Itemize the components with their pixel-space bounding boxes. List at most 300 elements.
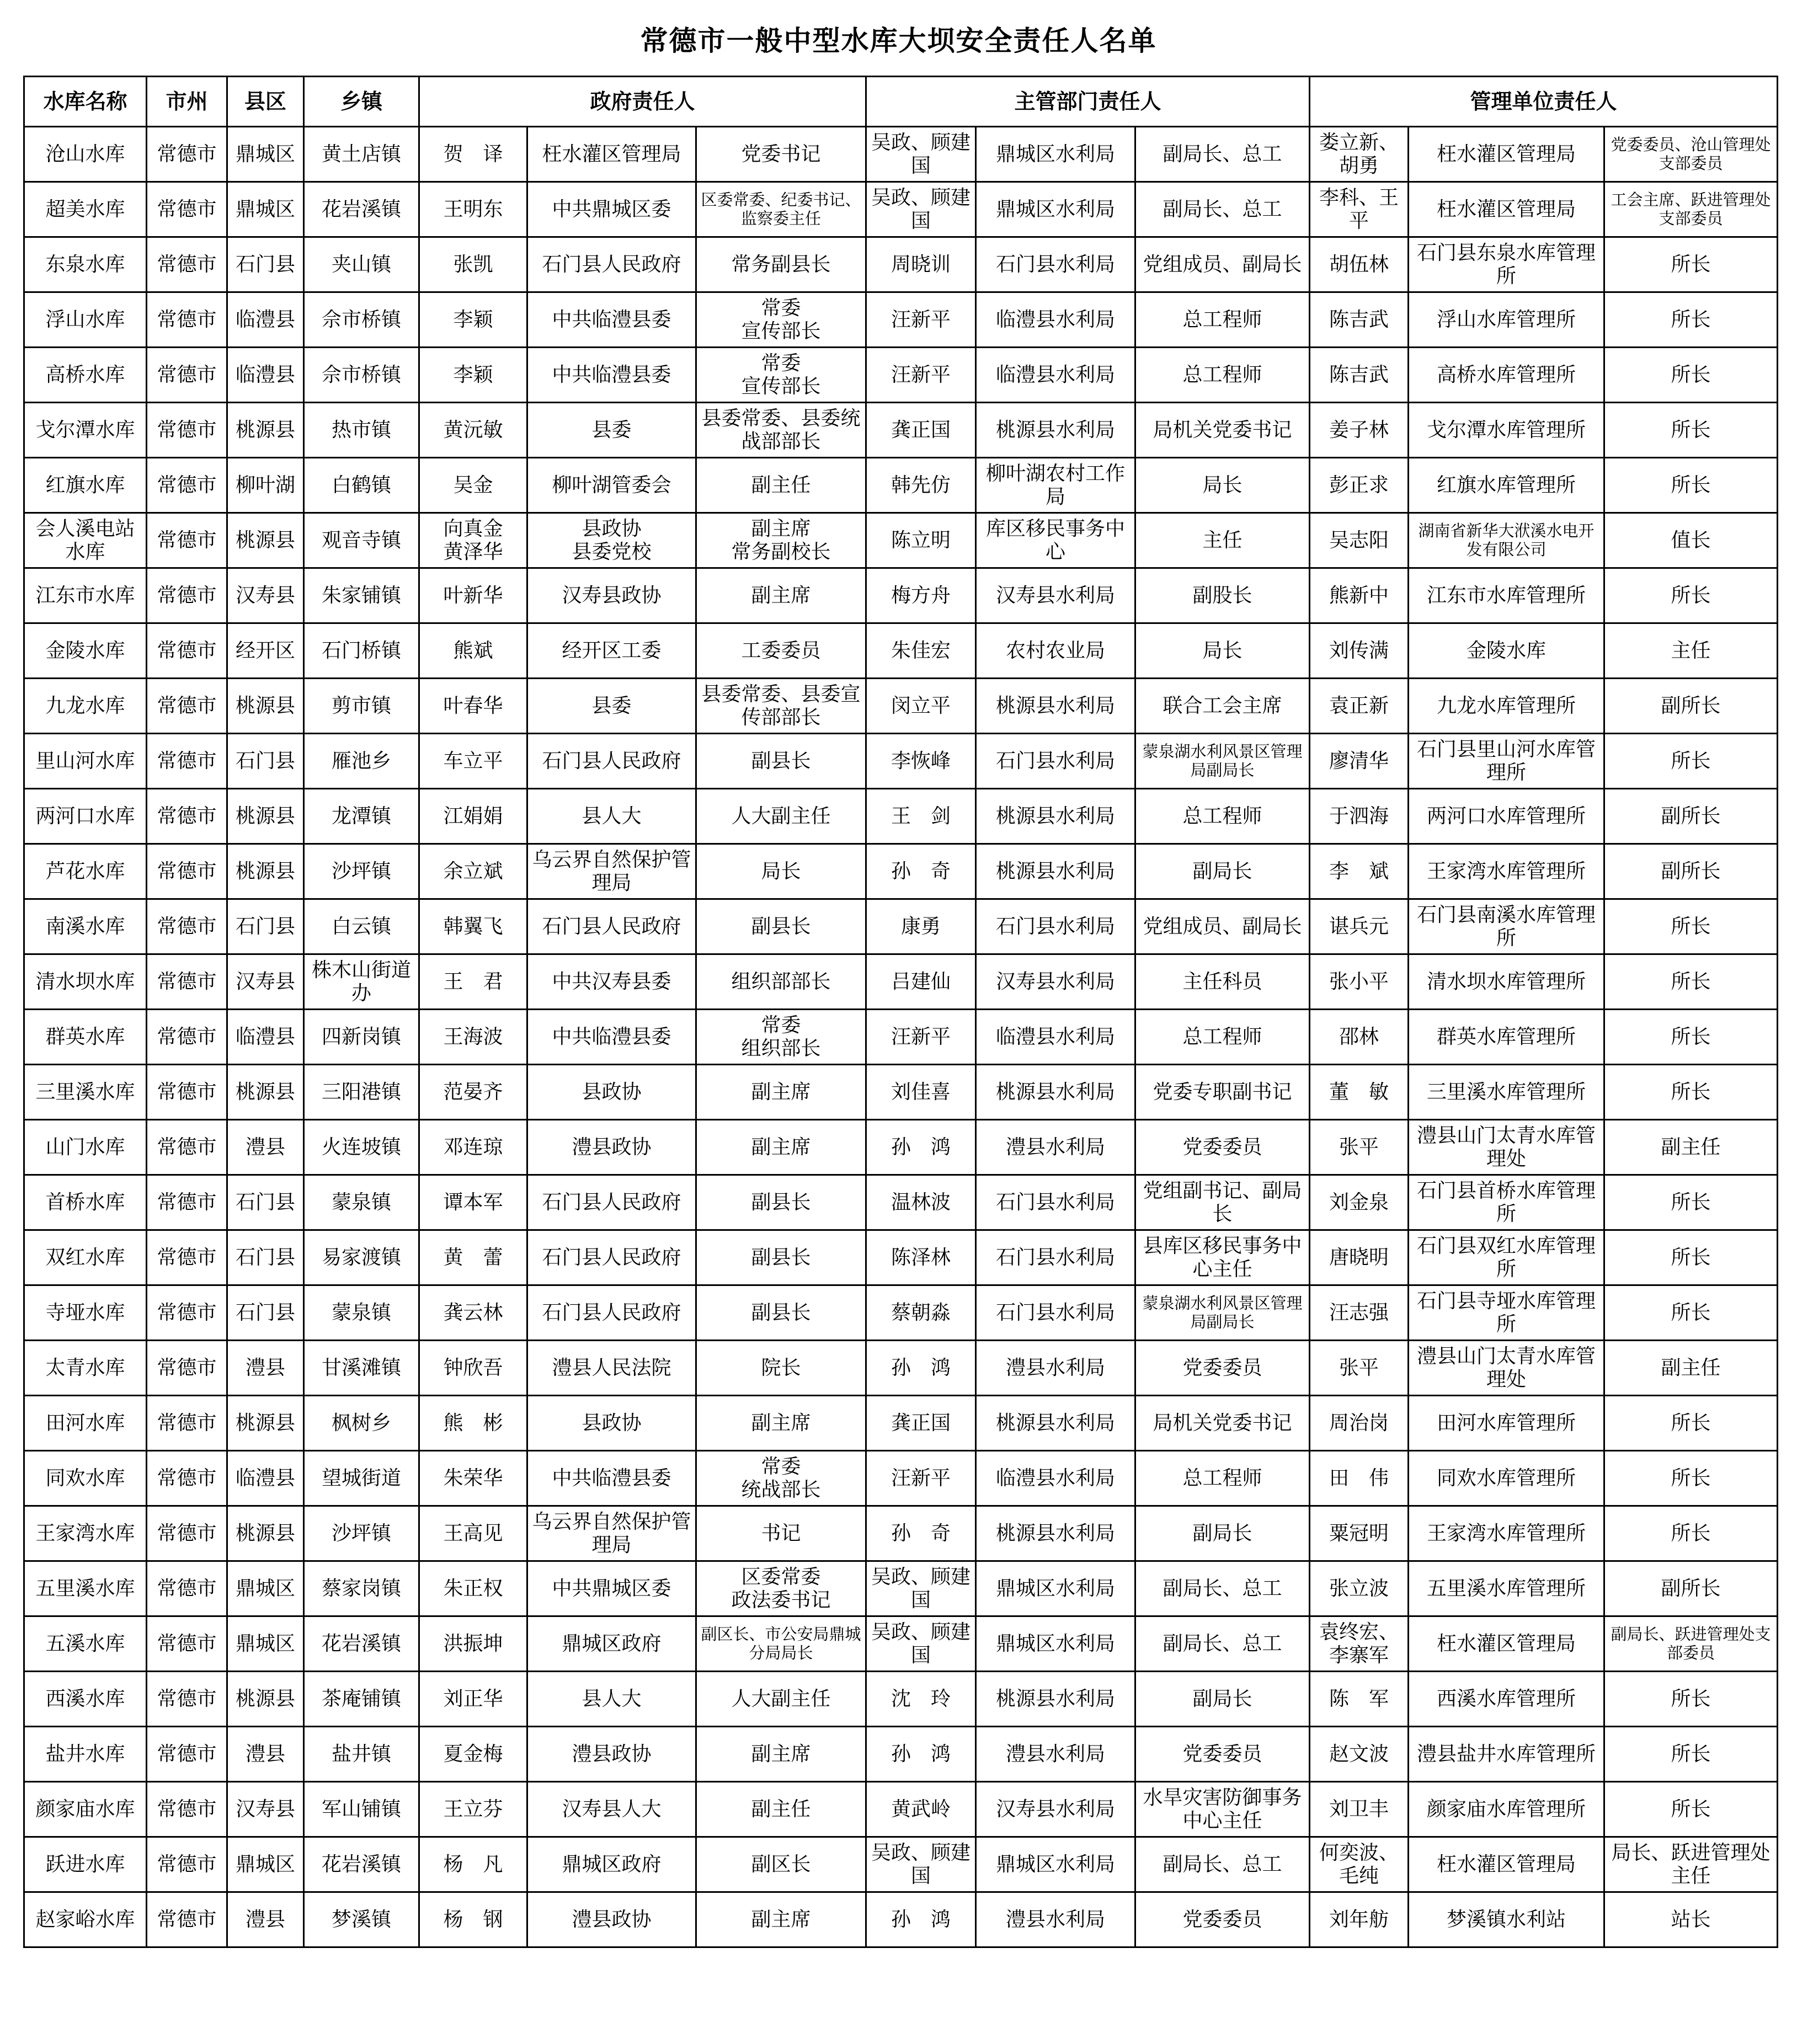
table-row — [24, 623, 1778, 679]
gov-person-cell: 叶新华 — [419, 568, 527, 623]
table-row — [24, 1120, 1778, 1175]
mgmt-unit-cell: 三里溪水库管理所 — [1409, 1065, 1604, 1120]
county-cell: 石门县 — [227, 1230, 304, 1285]
gov-position-cell: 院长 — [696, 1341, 866, 1396]
gov-unit-cell: 中共临澧县委 — [527, 1451, 696, 1506]
mgmt-unit-cell: 石门县首桥水库管理所 — [1409, 1175, 1604, 1230]
county-cell: 桃源县 — [227, 513, 304, 568]
gov-unit-cell: 澧县人民法院 — [527, 1341, 696, 1396]
dept-unit-cell: 桃源县水利局 — [976, 1065, 1135, 1120]
dept-unit-cell: 柳叶湖农村工作局 — [976, 458, 1135, 513]
gov-unit-cell: 澧县政协 — [527, 1727, 696, 1782]
reservoir-name-cell: 东泉水库 — [24, 237, 147, 292]
mgmt-position-cell: 所长 — [1604, 1782, 1778, 1837]
dept-unit-cell: 临澧县水利局 — [976, 292, 1135, 348]
gov-position-cell: 县委常委、县委统战部部长 — [696, 403, 866, 458]
mgmt-person-cell: 谌兵元 — [1310, 899, 1409, 954]
mgmt-position-cell: 局长、跃进管理处主任 — [1604, 1837, 1778, 1892]
gov-person-cell: 黄 蕾 — [419, 1230, 527, 1285]
header-row — [24, 77, 1778, 127]
town-cell: 热市镇 — [304, 403, 419, 458]
county-cell: 汉寿县 — [227, 1782, 304, 1837]
dept-unit-cell: 桃源县水利局 — [976, 1396, 1135, 1451]
table-row — [24, 1010, 1778, 1065]
dept-person-cell: 孙 奇 — [866, 844, 976, 899]
gov-unit-cell: 中共鼎城区委 — [527, 182, 696, 237]
gov-unit-cell: 县委 — [527, 679, 696, 734]
gov-position-cell: 副县长 — [696, 1230, 866, 1285]
mgmt-position-cell: 工会主席、跃进管理处支部委员 — [1604, 182, 1778, 237]
mgmt-unit-cell: 两河口水库管理所 — [1409, 789, 1604, 844]
county-cell: 石门县 — [227, 899, 304, 954]
reservoir-name-cell: 会人溪电站水库 — [24, 513, 147, 568]
mgmt-unit-cell: 石门县寺垭水库管理所 — [1409, 1285, 1604, 1341]
dept-person-cell: 龚正国 — [866, 1396, 976, 1451]
dept-position-cell: 党委委员 — [1135, 1727, 1310, 1782]
city-cell: 常德市 — [147, 844, 227, 899]
dept-unit-cell: 农村农业局 — [976, 623, 1135, 679]
town-cell: 梦溪镇 — [304, 1892, 419, 1947]
gov-person-cell: 谭本军 — [419, 1175, 527, 1230]
gov-position-cell: 副区长 — [696, 1837, 866, 1892]
city-cell: 常德市 — [147, 127, 227, 182]
mgmt-position-cell: 值长 — [1604, 513, 1778, 568]
dept-person-cell: 孙 鸿 — [866, 1892, 976, 1947]
reservoir-name-cell: 清水坝水库 — [24, 954, 147, 1010]
mgmt-position-cell: 所长 — [1604, 403, 1778, 458]
dept-person-cell: 王 剑 — [866, 789, 976, 844]
gov-unit-cell: 汉寿县人大 — [527, 1782, 696, 1837]
dept-person-cell: 吴政、顾建国 — [866, 127, 976, 182]
mgmt-unit-cell: 同欢水库管理所 — [1409, 1451, 1604, 1506]
table-row — [24, 1341, 1778, 1396]
town-cell: 四新岗镇 — [304, 1010, 419, 1065]
gov-position-cell: 区委常委、纪委书记、监察委主任 — [696, 182, 866, 237]
town-cell: 火连坡镇 — [304, 1120, 419, 1175]
county-cell: 鼎城区 — [227, 182, 304, 237]
town-cell: 蒙泉镇 — [304, 1175, 419, 1230]
mgmt-person-cell: 李科、王平 — [1310, 182, 1409, 237]
county-cell: 临澧县 — [227, 348, 304, 403]
reservoir-name-cell: 南溪水库 — [24, 899, 147, 954]
city-cell: 常德市 — [147, 1065, 227, 1120]
town-cell: 沙坪镇 — [304, 844, 419, 899]
reservoir-name-cell: 五溪水库 — [24, 1616, 147, 1672]
mgmt-position-cell: 副所长 — [1604, 679, 1778, 734]
dept-position-cell: 联合工会主席 — [1135, 679, 1310, 734]
dept-unit-cell: 石门县水利局 — [976, 1175, 1135, 1230]
reservoir-name-cell: 戈尔潭水库 — [24, 403, 147, 458]
gov-unit-cell: 中共鼎城区委 — [527, 1561, 696, 1616]
dept-unit-cell: 鼎城区水利局 — [976, 127, 1135, 182]
mgmt-person-cell: 彭正求 — [1310, 458, 1409, 513]
dept-position-cell: 党委委员 — [1135, 1120, 1310, 1175]
mgmt-position-cell: 所长 — [1604, 1285, 1778, 1341]
county-cell: 澧县 — [227, 1120, 304, 1175]
dept-unit-cell: 汉寿县水利局 — [976, 954, 1135, 1010]
dept-person-cell: 孙 鸿 — [866, 1341, 976, 1396]
gov-person-cell: 叶春华 — [419, 679, 527, 734]
city-cell: 常德市 — [147, 1892, 227, 1947]
gov-unit-cell: 柳叶湖管委会 — [527, 458, 696, 513]
dept-position-cell: 副局长、总工 — [1135, 127, 1310, 182]
city-cell: 常德市 — [147, 1561, 227, 1616]
header-management-responsible: 管理单位责任人 — [1310, 77, 1778, 127]
header-city: 市州 — [147, 77, 227, 127]
table-row — [24, 1396, 1778, 1451]
dept-position-cell: 副局长 — [1135, 1672, 1310, 1727]
gov-position-cell: 人大副主任 — [696, 789, 866, 844]
mgmt-unit-cell: 金陵水库 — [1409, 623, 1604, 679]
city-cell: 常德市 — [147, 1506, 227, 1561]
mgmt-position-cell: 所长 — [1604, 1065, 1778, 1120]
dept-person-cell: 闵立平 — [866, 679, 976, 734]
gov-person-cell: 李颖 — [419, 348, 527, 403]
mgmt-unit-cell: 江东市水库管理所 — [1409, 568, 1604, 623]
dept-position-cell: 局机关党委书记 — [1135, 1396, 1310, 1451]
mgmt-position-cell: 站长 — [1604, 1892, 1778, 1947]
reservoir-name-cell: 赵家峪水库 — [24, 1892, 147, 1947]
county-cell: 桃源县 — [227, 1396, 304, 1451]
mgmt-position-cell: 副局长、跃进管理处支部委员 — [1604, 1616, 1778, 1672]
town-cell: 白鹤镇 — [304, 458, 419, 513]
dept-person-cell: 沈 玲 — [866, 1672, 976, 1727]
city-cell: 常德市 — [147, 1010, 227, 1065]
town-cell: 佘市桥镇 — [304, 348, 419, 403]
dept-position-cell: 总工程师 — [1135, 789, 1310, 844]
dept-person-cell: 梅方舟 — [866, 568, 976, 623]
town-cell: 雁池乡 — [304, 734, 419, 789]
gov-person-cell: 钟欣吾 — [419, 1341, 527, 1396]
mgmt-position-cell: 所长 — [1604, 237, 1778, 292]
mgmt-unit-cell: 湖南省新华大洑溪水电开发有限公司 — [1409, 513, 1604, 568]
dept-position-cell: 副局长、总工 — [1135, 1837, 1310, 1892]
gov-unit-cell: 中共临澧县委 — [527, 348, 696, 403]
table-row — [24, 1672, 1778, 1727]
reservoir-name-cell: 山门水库 — [24, 1120, 147, 1175]
table-row — [24, 1782, 1778, 1837]
county-cell: 石门县 — [227, 734, 304, 789]
dept-person-cell: 汪新平 — [866, 1451, 976, 1506]
mgmt-person-cell: 田 伟 — [1310, 1451, 1409, 1506]
reservoir-name-cell: 五里溪水库 — [24, 1561, 147, 1616]
mgmt-unit-cell: 枉水灌区管理局 — [1409, 182, 1604, 237]
county-cell: 经开区 — [227, 623, 304, 679]
city-cell: 常德市 — [147, 679, 227, 734]
mgmt-person-cell: 董 敏 — [1310, 1065, 1409, 1120]
dept-unit-cell: 汉寿县水利局 — [976, 568, 1135, 623]
county-cell: 鼎城区 — [227, 1561, 304, 1616]
table-row — [24, 403, 1778, 458]
gov-person-cell: 夏金梅 — [419, 1727, 527, 1782]
mgmt-person-cell: 陈吉武 — [1310, 292, 1409, 348]
county-cell: 汉寿县 — [227, 568, 304, 623]
county-cell: 桃源县 — [227, 403, 304, 458]
town-cell: 花岩溪镇 — [304, 182, 419, 237]
dept-person-cell: 吴政、顾建国 — [866, 182, 976, 237]
city-cell: 常德市 — [147, 623, 227, 679]
mgmt-position-cell: 所长 — [1604, 734, 1778, 789]
dept-position-cell: 总工程师 — [1135, 1451, 1310, 1506]
table-row — [24, 1230, 1778, 1285]
reservoir-name-cell: 颜家庙水库 — [24, 1782, 147, 1837]
gov-unit-cell: 石门县人民政府 — [527, 1175, 696, 1230]
city-cell: 常德市 — [147, 899, 227, 954]
table-row — [24, 348, 1778, 403]
mgmt-person-cell: 汪志强 — [1310, 1285, 1409, 1341]
table-row — [24, 899, 1778, 954]
mgmt-position-cell: 所长 — [1604, 568, 1778, 623]
dept-person-cell: 吴政、顾建国 — [866, 1561, 976, 1616]
mgmt-person-cell: 唐晓明 — [1310, 1230, 1409, 1285]
dept-person-cell: 吕建仙 — [866, 954, 976, 1010]
city-cell: 常德市 — [147, 1616, 227, 1672]
table-row — [24, 1727, 1778, 1782]
gov-unit-cell: 中共临澧县委 — [527, 292, 696, 348]
dept-person-cell: 孙 鸿 — [866, 1727, 976, 1782]
dept-person-cell: 康勇 — [866, 899, 976, 954]
gov-unit-cell: 县政协 县委党校 — [527, 513, 696, 568]
header-department-responsible: 主管部门责任人 — [866, 77, 1310, 127]
gov-position-cell: 区委常委 政法委书记 — [696, 1561, 866, 1616]
mgmt-position-cell: 所长 — [1604, 1230, 1778, 1285]
gov-position-cell: 常委 宣传部长 — [696, 292, 866, 348]
gov-unit-cell: 经开区工委 — [527, 623, 696, 679]
dept-person-cell: 朱佳宏 — [866, 623, 976, 679]
reservoir-name-cell: 西溪水库 — [24, 1672, 147, 1727]
table-row — [24, 513, 1778, 568]
reservoir-name-cell: 两河口水库 — [24, 789, 147, 844]
dept-person-cell: 汪新平 — [866, 292, 976, 348]
city-cell: 常德市 — [147, 1837, 227, 1892]
gov-position-cell: 常务副县长 — [696, 237, 866, 292]
county-cell: 石门县 — [227, 237, 304, 292]
city-cell: 常德市 — [147, 237, 227, 292]
dept-unit-cell: 桃源县水利局 — [976, 403, 1135, 458]
reservoir-name-cell: 首桥水库 — [24, 1175, 147, 1230]
dept-unit-cell: 临澧县水利局 — [976, 1010, 1135, 1065]
gov-person-cell: 王海波 — [419, 1010, 527, 1065]
mgmt-unit-cell: 清水坝水库管理所 — [1409, 954, 1604, 1010]
mgmt-person-cell: 何奕波、毛纯 — [1310, 1837, 1409, 1892]
gov-position-cell: 副区长、市公安局鼎城分局局长 — [696, 1616, 866, 1672]
county-cell: 桃源县 — [227, 1065, 304, 1120]
reservoir-name-cell: 群英水库 — [24, 1010, 147, 1065]
table-row — [24, 1285, 1778, 1341]
mgmt-position-cell: 副主任 — [1604, 1341, 1778, 1396]
dept-position-cell: 党委委员 — [1135, 1892, 1310, 1947]
city-cell: 常德市 — [147, 1672, 227, 1727]
mgmt-person-cell: 张平 — [1310, 1120, 1409, 1175]
dept-unit-cell: 临澧县水利局 — [976, 1451, 1135, 1506]
gov-person-cell: 车立平 — [419, 734, 527, 789]
gov-unit-cell: 石门县人民政府 — [527, 899, 696, 954]
county-cell: 临澧县 — [227, 292, 304, 348]
dept-unit-cell: 桃源县水利局 — [976, 789, 1135, 844]
dept-unit-cell: 澧县水利局 — [976, 1727, 1135, 1782]
dept-person-cell: 吴政、顾建国 — [866, 1616, 976, 1672]
gov-unit-cell: 枉水灌区管理局 — [527, 127, 696, 182]
town-cell: 沙坪镇 — [304, 1506, 419, 1561]
gov-unit-cell: 乌云界自然保护管理局 — [527, 1506, 696, 1561]
town-cell: 三阳港镇 — [304, 1065, 419, 1120]
mgmt-person-cell: 娄立新、胡勇 — [1310, 127, 1409, 182]
page-title: 常德市一般中型水库大坝安全责任人名单 — [640, 24, 1157, 57]
town-cell: 望城街道 — [304, 1451, 419, 1506]
gov-person-cell: 熊 彬 — [419, 1396, 527, 1451]
mgmt-position-cell: 所长 — [1604, 1010, 1778, 1065]
county-cell: 鼎城区 — [227, 1616, 304, 1672]
mgmt-person-cell: 张立波 — [1310, 1561, 1409, 1616]
dept-position-cell: 水旱灾害防御事务中心主任 — [1135, 1782, 1310, 1837]
mgmt-position-cell: 所长 — [1604, 1506, 1778, 1561]
reservoir-name-cell: 跃进水库 — [24, 1837, 147, 1892]
mgmt-person-cell: 粟冠明 — [1310, 1506, 1409, 1561]
mgmt-unit-cell: 田河水库管理所 — [1409, 1396, 1604, 1451]
gov-unit-cell: 县政协 — [527, 1065, 696, 1120]
dept-person-cell: 周晓训 — [866, 237, 976, 292]
town-cell: 甘溪滩镇 — [304, 1341, 419, 1396]
gov-unit-cell: 汉寿县政协 — [527, 568, 696, 623]
county-cell: 桃源县 — [227, 789, 304, 844]
dept-position-cell: 主任科员 — [1135, 954, 1310, 1010]
city-cell: 常德市 — [147, 954, 227, 1010]
dept-unit-cell: 桃源县水利局 — [976, 1672, 1135, 1727]
gov-unit-cell: 鼎城区政府 — [527, 1616, 696, 1672]
dept-position-cell: 党组副书记、副局长 — [1135, 1175, 1310, 1230]
town-cell: 蔡家岗镇 — [304, 1561, 419, 1616]
table-row — [24, 1506, 1778, 1561]
dept-unit-cell: 石门县水利局 — [976, 1230, 1135, 1285]
gov-person-cell: 江娟娟 — [419, 789, 527, 844]
mgmt-person-cell: 陈 军 — [1310, 1672, 1409, 1727]
city-cell: 常德市 — [147, 1727, 227, 1782]
mgmt-unit-cell: 枉水灌区管理局 — [1409, 1837, 1604, 1892]
dept-position-cell: 局机关党委书记 — [1135, 403, 1310, 458]
mgmt-person-cell: 周治岗 — [1310, 1396, 1409, 1451]
dept-position-cell: 总工程师 — [1135, 292, 1310, 348]
town-cell: 石门桥镇 — [304, 623, 419, 679]
county-cell: 临澧县 — [227, 1451, 304, 1506]
mgmt-unit-cell: 澧县山门太青水库管理处 — [1409, 1120, 1604, 1175]
mgmt-position-cell: 副主任 — [1604, 1120, 1778, 1175]
county-cell: 澧县 — [227, 1341, 304, 1396]
city-cell: 常德市 — [147, 1451, 227, 1506]
mgmt-position-cell: 所长 — [1604, 292, 1778, 348]
gov-position-cell: 副主席 — [696, 1396, 866, 1451]
gov-position-cell: 副主任 — [696, 458, 866, 513]
town-cell: 朱家铺镇 — [304, 568, 419, 623]
county-cell: 桃源县 — [227, 1672, 304, 1727]
gov-unit-cell: 中共临澧县委 — [527, 1010, 696, 1065]
table-row — [24, 1561, 1778, 1616]
town-cell: 盐井镇 — [304, 1727, 419, 1782]
dept-unit-cell: 澧县水利局 — [976, 1120, 1135, 1175]
table-row — [24, 182, 1778, 237]
mgmt-person-cell: 姜子林 — [1310, 403, 1409, 458]
county-cell: 石门县 — [227, 1175, 304, 1230]
dept-position-cell: 副局长、总工 — [1135, 1561, 1310, 1616]
town-cell: 剪市镇 — [304, 679, 419, 734]
mgmt-unit-cell: 王家湾水库管理所 — [1409, 844, 1604, 899]
mgmt-position-cell: 所长 — [1604, 348, 1778, 403]
mgmt-position-cell: 所长 — [1604, 1175, 1778, 1230]
dept-position-cell: 总工程师 — [1135, 348, 1310, 403]
mgmt-person-cell: 袁正新 — [1310, 679, 1409, 734]
dept-unit-cell: 石门县水利局 — [976, 899, 1135, 954]
dept-person-cell: 孙 鸿 — [866, 1120, 976, 1175]
mgmt-position-cell: 主任 — [1604, 623, 1778, 679]
mgmt-unit-cell: 浮山水库管理所 — [1409, 292, 1604, 348]
dept-position-cell: 总工程师 — [1135, 1010, 1310, 1065]
table-row — [24, 1892, 1778, 1947]
gov-person-cell: 王明东 — [419, 182, 527, 237]
county-cell: 澧县 — [227, 1892, 304, 1947]
town-cell: 军山铺镇 — [304, 1782, 419, 1837]
town-cell: 花岩溪镇 — [304, 1616, 419, 1672]
mgmt-position-cell: 所长 — [1604, 1727, 1778, 1782]
dept-person-cell: 黄武岭 — [866, 1782, 976, 1837]
dept-position-cell: 蒙泉湖水利风景区管理局副局长 — [1135, 734, 1310, 789]
mgmt-person-cell: 刘年舫 — [1310, 1892, 1409, 1947]
gov-person-cell: 熊斌 — [419, 623, 527, 679]
mgmt-unit-cell: 石门县南溪水库管理所 — [1409, 899, 1604, 954]
gov-position-cell: 副主任 — [696, 1782, 866, 1837]
dept-unit-cell: 鼎城区水利局 — [976, 1561, 1135, 1616]
header-reservoir-name: 水库名称 — [24, 77, 147, 127]
gov-person-cell: 张凯 — [419, 237, 527, 292]
table-row — [24, 734, 1778, 789]
city-cell: 常德市 — [147, 1175, 227, 1230]
county-cell: 鼎城区 — [227, 1837, 304, 1892]
dept-position-cell: 县库区移民事务中心主任 — [1135, 1230, 1310, 1285]
table-body — [24, 127, 1778, 1947]
gov-unit-cell: 石门县人民政府 — [527, 1230, 696, 1285]
dept-unit-cell: 桃源县水利局 — [976, 1506, 1135, 1561]
gov-person-cell: 王 君 — [419, 954, 527, 1010]
county-cell: 鼎城区 — [227, 127, 304, 182]
town-cell: 观音寺镇 — [304, 513, 419, 568]
gov-person-cell: 贺 译 — [419, 127, 527, 182]
gov-position-cell: 工委委员 — [696, 623, 866, 679]
city-cell: 常德市 — [147, 789, 227, 844]
gov-person-cell: 黄沅敏 — [419, 403, 527, 458]
header-government-responsible: 政府责任人 — [419, 77, 866, 127]
mgmt-unit-cell: 戈尔潭水库管理所 — [1409, 403, 1604, 458]
mgmt-position-cell: 副所长 — [1604, 844, 1778, 899]
header-town: 乡镇 — [304, 77, 419, 127]
dept-position-cell: 党组成员、副局长 — [1135, 237, 1310, 292]
gov-person-cell: 王立芬 — [419, 1782, 527, 1837]
gov-position-cell: 副县长 — [696, 1175, 866, 1230]
mgmt-position-cell: 党委委员、沧山管理处支部委员 — [1604, 127, 1778, 182]
gov-person-cell: 杨 钢 — [419, 1892, 527, 1947]
gov-position-cell: 副主席 — [696, 1065, 866, 1120]
reservoir-name-cell: 田河水库 — [24, 1396, 147, 1451]
city-cell: 常德市 — [147, 1396, 227, 1451]
mgmt-unit-cell: 九龙水库管理所 — [1409, 679, 1604, 734]
dept-unit-cell: 澧县水利局 — [976, 1892, 1135, 1947]
mgmt-unit-cell: 梦溪镇水利站 — [1409, 1892, 1604, 1947]
county-cell: 柳叶湖 — [227, 458, 304, 513]
city-cell: 常德市 — [147, 1120, 227, 1175]
gov-position-cell: 常委 宣传部长 — [696, 348, 866, 403]
mgmt-person-cell: 熊新中 — [1310, 568, 1409, 623]
mgmt-person-cell: 于泗海 — [1310, 789, 1409, 844]
city-cell: 常德市 — [147, 1285, 227, 1341]
mgmt-person-cell: 刘传满 — [1310, 623, 1409, 679]
city-cell: 常德市 — [147, 734, 227, 789]
